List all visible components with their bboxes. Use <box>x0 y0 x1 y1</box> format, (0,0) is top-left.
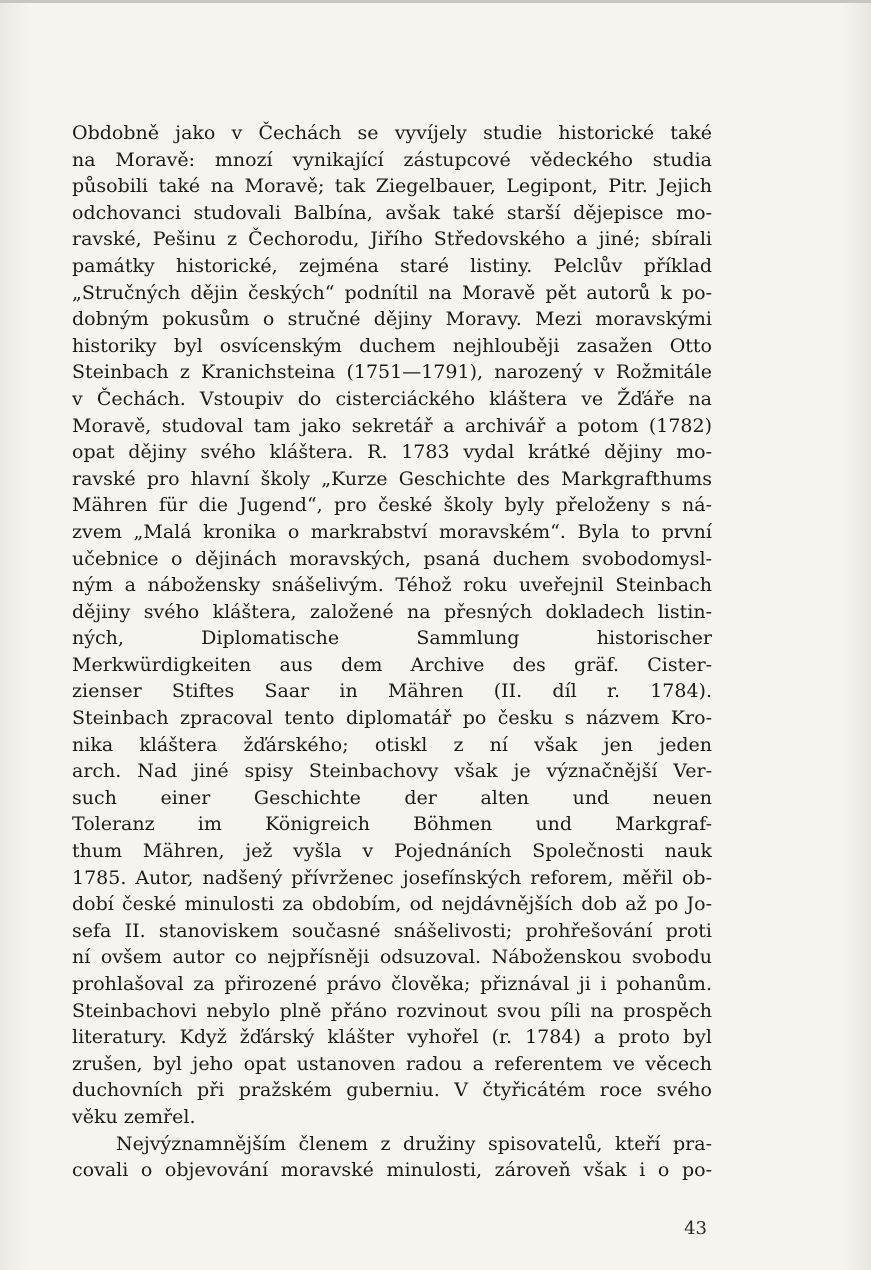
text-line: historiky byl osvícenským duchem nejhlouběji zasažen Otto <box>72 334 712 357</box>
text-line: ní ovšem autor co nejpřísněji odsuzoval. Náboženskou svobodu <box>72 946 712 969</box>
text-line: odchovanci studovali Balbína, avšak také starší dějepisce mo- <box>72 201 712 224</box>
text-line: věku zemřel. <box>72 1105 196 1128</box>
text-line: dějiny svého kláštera, založené na přesných dokladech listin- <box>72 600 712 623</box>
text-line: ným a nábožensky snášelivým. Téhož roku uveřejnil Steinbach <box>72 574 712 597</box>
text-line: literatury. Když žďárský klášter vyhořel (r. 1784) a proto byl <box>72 1026 712 1049</box>
text-line: dobí české minulosti za obdobím, od nejdávnějších dob až po Jo- <box>72 893 712 916</box>
text-line: Steinbach zpracoval tento diplomatář po česku s názvem Kro- <box>72 707 712 730</box>
text-line: opat dějiny svého kláštera. R. 1783 vydal krátké dějiny mo- <box>72 441 712 464</box>
text-line: Steinbachovi nebylo plně přáno rozvinout svou píli na prospěch <box>72 999 712 1022</box>
text-line: Steinbach z Kranichsteina (1751—1791), narozený v Rožmitále <box>72 361 712 384</box>
text-line: dobným pokusům o stručné dějiny Moravy. Mezi moravskými <box>72 308 712 331</box>
text-line: Moravě, studoval tam jako sekretář a archivář a potom (1782) <box>72 414 712 437</box>
text-line: nika kláštera žďárského; otiskl z ní však jen jeden <box>72 733 712 756</box>
text-line: 1785. Autor, nadšený přívrženec josefínských reforem, měřil ob- <box>72 866 712 889</box>
text-line: zienser Stiftes Saar in Mähren (II. díl r. 1784). <box>72 680 712 703</box>
text-line: such einer Geschichte der alten und neuen <box>72 786 712 809</box>
text-line: „Stručných dějin českých“ podnítil na Moravě pět autorů k po- <box>72 281 712 304</box>
text-line: ných, Diplomatische Sammlung historischer <box>72 627 712 650</box>
text-line: covali o objevování moravské minulosti, zároveň však i o po- <box>72 1159 712 1182</box>
text-line: prohlašoval za přirozené právo člověka; přiznával ji i pohanům. <box>72 973 712 995</box>
text-line: ravské pro hlavní školy „Kurze Geschichte des Markgrafthums <box>72 467 712 490</box>
page-number: 43 <box>684 1218 707 1239</box>
text-line: arch. Nad jiné spisy Steinbachovy však je význačnější Ver- <box>72 760 712 783</box>
text-line: Mähren für die Jugend“, pro české školy byly přeloženy s ná- <box>72 494 712 517</box>
text-line: Obdobně jako v Čechách se vyvíjely studie historické také <box>72 122 712 144</box>
text-line: působili také na Moravě; tak Ziegelbauer, Legipont, Pitr. Jejich <box>72 175 712 198</box>
text-line: památky historické, zejména staré listiny. Pelclův příklad <box>72 254 712 277</box>
text-line: duchovních při pražském guberniu. V čtyřicátém roce svého <box>72 1079 712 1102</box>
text-line: Merkwürdigkeiten aus dem Archive des gräf. Cister- <box>72 653 712 676</box>
text-line: sefa II. stanoviskem současné snášelivosti; prohřešování proti <box>72 919 712 942</box>
text-line: ravské, Pešinu z Čechorodu, Jiřího Středovského a jiné; sbírali <box>72 228 712 251</box>
page-top-edge <box>0 0 871 3</box>
text-line: Toleranz im Königreich Böhmen und Markgraf- <box>72 813 712 836</box>
text-line: thum Mähren, jež vyšla v Pojednáních Společnosti nauk <box>72 840 712 863</box>
text-line: zrušen, byl jeho opat ustanoven radou a referentem ve věcech <box>72 1052 712 1075</box>
text-line: Nejvýznamnějším členem z družiny spisovatelů, kteří pra- <box>116 1132 712 1155</box>
text-line: zvem „Malá kronika o markrabství moravském“. Byla to první <box>72 520 712 543</box>
body-text <box>72 120 712 1184</box>
text-line: na Moravě: mnozí vynikající zástupcové vědeckého studia <box>72 148 712 171</box>
text-line: v Čechách. Vstoupiv do cisterciáckého kláštera ve Žďáře na <box>72 387 712 410</box>
text-line: učebnice o dějinách moravských, psaná duchem svobodomysl- <box>72 547 712 570</box>
